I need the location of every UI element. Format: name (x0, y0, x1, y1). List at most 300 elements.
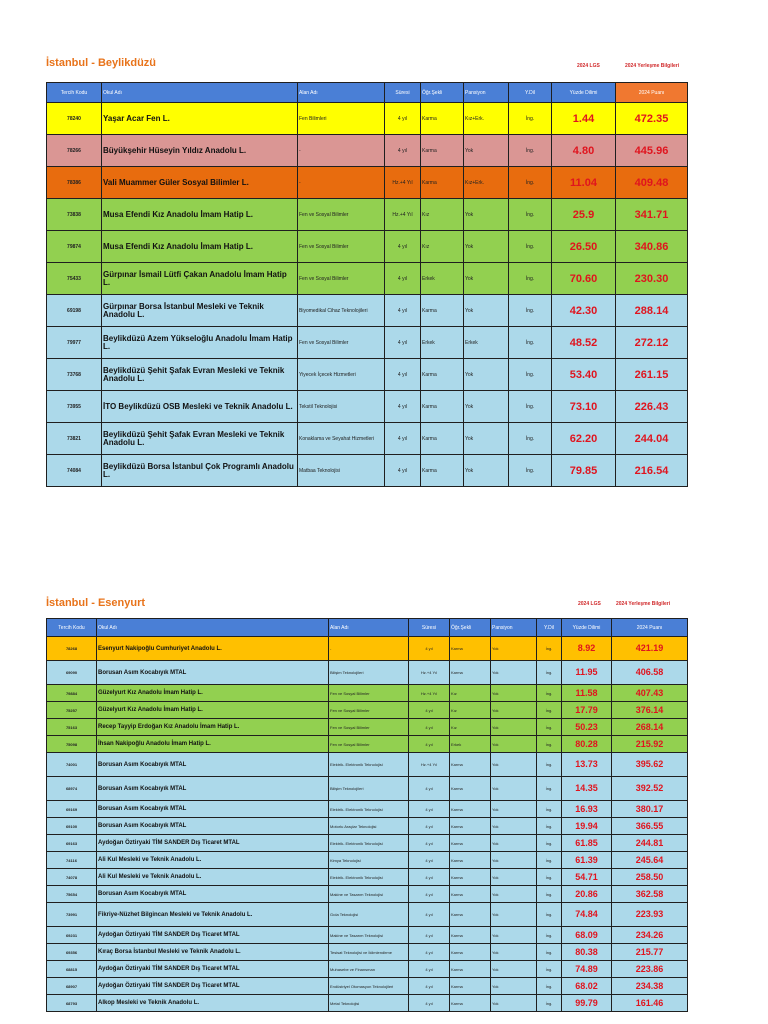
cell-sekil: Karma (450, 978, 491, 995)
section-title: İstanbul - Esenyurt (46, 597, 146, 609)
cell-alan: Elektrik- Elektronik Teknolojisi (329, 801, 409, 818)
cell-pansiyon: Yok (491, 903, 537, 927)
cell-alan: Fen ve Sosyal Bilimler (298, 327, 385, 359)
table-row (47, 995, 688, 1012)
cell-yuzde: 54.71 (562, 869, 612, 886)
cell-puan: 472.35 (616, 103, 688, 135)
cell-sekil: Karma (421, 423, 464, 455)
cell-alan: Fen ve Sosyal Bilimler (298, 263, 385, 295)
cell-okul: Aydoğan Öztiryaki TİM SANDER Dış Ticaret MTAL (97, 927, 329, 944)
table-row (47, 167, 688, 199)
cell-dil: İng. (509, 167, 552, 199)
cell-sure: 4 yıl (409, 719, 450, 736)
cell-yuzde: 11.95 (562, 661, 612, 685)
yerlesme-label: 2024 Yerleşme Bilgileri (625, 63, 680, 69)
cell-alan: Fen ve Sosyal Bilimler (329, 736, 409, 753)
table-row (47, 852, 688, 869)
cell-yuzde: 99.79 (562, 995, 612, 1012)
cell-pansiyon: Yok (464, 263, 509, 295)
header-cell: 2024 Puanı (612, 619, 688, 637)
cell-sure: 4 yıl (385, 135, 421, 167)
cell-pansiyon: Yok (464, 199, 509, 231)
table-row (47, 423, 688, 455)
cell-yuzde: 74.84 (562, 903, 612, 927)
cell-alan: Endüstriyel Otomasyon Teknolojileri (329, 978, 409, 995)
cell-okul: Aydoğan Öztiryaki TİM SANDER Dış Ticaret MTAL (97, 978, 329, 995)
cell-kod: 75433 (47, 263, 102, 295)
cell-sekil: Erkek (421, 263, 464, 295)
cell-pansiyon: Yok (491, 886, 537, 903)
header-cell: Okul Adı (102, 83, 298, 103)
table-row (47, 903, 688, 927)
cell-kod: 75098 (47, 736, 97, 753)
cell-sekil: Kız (450, 685, 491, 702)
cell-kod: 78268 (47, 637, 97, 661)
cell-okul: İhsan Nakipoğlu Anadolu İmam Hatip L. (97, 736, 329, 753)
table-row (47, 818, 688, 835)
cell-puan: 215.77 (612, 944, 688, 961)
cell-kod: 69090 (47, 661, 97, 685)
table-row (47, 736, 688, 753)
cell-kod: 73991 (47, 903, 97, 927)
table-row (47, 978, 688, 995)
cell-dil: İng. (509, 263, 552, 295)
cell-puan: 421.19 (612, 637, 688, 661)
cell-dil: İng. (537, 903, 562, 927)
cell-sure: Hz.+4 Yıl (409, 753, 450, 777)
cell-okul: Beylikdüzü Azem Yükseloğlu Anadolu İmam Hatip L. (102, 327, 298, 359)
cell-pansiyon: Yok (491, 753, 537, 777)
cell-alan: Elektrik- Elektronik Teknolojisi (329, 869, 409, 886)
cell-yuzde: 8.92 (562, 637, 612, 661)
cell-puan: 223.86 (612, 961, 688, 978)
cell-yuzde: 62.20 (552, 423, 616, 455)
cell-puan: 268.14 (612, 719, 688, 736)
cell-dil: İng. (509, 295, 552, 327)
cell-pansiyon: Yok (491, 685, 537, 702)
cell-okul: Gürpınar İsmail Lütfi Çakan Anadolu İmam Hatip L. (102, 263, 298, 295)
cell-kod: 78386 (47, 167, 102, 199)
section-title: İstanbul - Beylikdüzü (46, 57, 157, 69)
table-row (47, 702, 688, 719)
cell-sekil: Karma (450, 835, 491, 852)
cell-sure: 4 yıl (385, 103, 421, 135)
cell-alan: Fen ve Sosyal Bilimler (298, 231, 385, 263)
cell-puan: 234.26 (612, 927, 688, 944)
cell-sekil: Karma (450, 961, 491, 978)
cell-sure: 4 yıl (409, 869, 450, 886)
header-row (47, 619, 688, 637)
cell-pansiyon: Yok (491, 777, 537, 801)
cell-yuzde: 80.38 (562, 944, 612, 961)
cell-alan: Fen ve Sosyal Bilimler (329, 702, 409, 719)
cell-puan: 340.86 (616, 231, 688, 263)
cell-puan: 230.30 (616, 263, 688, 295)
cell-pansiyon: Yok (464, 135, 509, 167)
table-row (47, 869, 688, 886)
header-cell: Tercih Kodu (47, 83, 102, 103)
cell-dil: İng. (537, 886, 562, 903)
cell-alan: Fen ve Sosyal Bilimler (329, 685, 409, 702)
schools-table (46, 82, 688, 487)
cell-okul: Aydoğan Öztiryaki TİM SANDER Dış Ticaret MTAL (97, 835, 329, 852)
cell-yuzde: 17.79 (562, 702, 612, 719)
cell-sure: 4 yıl (409, 736, 450, 753)
cell-sekil: Kız (421, 231, 464, 263)
cell-okul: Recep Tayyip Erdoğan Kız Anadolu İmam Hatip L. (97, 719, 329, 736)
cell-sure: 4 yıl (409, 944, 450, 961)
cell-puan: 362.58 (612, 886, 688, 903)
cell-dil: İng. (537, 961, 562, 978)
cell-kod: 69356 (47, 944, 97, 961)
cell-puan: 261.15 (616, 359, 688, 391)
table-row (47, 231, 688, 263)
cell-dil: İng. (537, 995, 562, 1012)
cell-okul: İTO Beylikdüzü OSB Mesleki ve Teknik Anadolu L. (102, 391, 298, 423)
cell-sekil: Karma (450, 903, 491, 927)
cell-sekil: Karma (450, 801, 491, 818)
cell-sure: 4 yıl (409, 961, 450, 978)
cell-sure: 4 yıl (385, 231, 421, 263)
cell-alan: Biyomedikal Cihaz Teknolojileri (298, 295, 385, 327)
cell-yuzde: 48.52 (552, 327, 616, 359)
cell-puan: 258.50 (612, 869, 688, 886)
cell-dil: İng. (537, 927, 562, 944)
cell-yuzde: 4.80 (552, 135, 616, 167)
cell-sure: 4 yıl (385, 391, 421, 423)
header-cell: Alan Adı (329, 619, 409, 637)
cell-okul: Gürpınar Borsa İstanbul Mesleki ve Teknik Anadolu L. (102, 295, 298, 327)
cell-pansiyon: Yok (464, 455, 509, 487)
cell-sekil: Kız (421, 199, 464, 231)
cell-puan: 376.14 (612, 702, 688, 719)
cell-kod: 68907 (47, 978, 97, 995)
cell-pansiyon: Yok (491, 961, 537, 978)
cell-sure: 4 yıl (409, 978, 450, 995)
cell-puan: 161.46 (612, 995, 688, 1012)
header-cell: Yüzde Dilimi (562, 619, 612, 637)
cell-pansiyon: Yok (464, 231, 509, 263)
cell-kod: 69198 (47, 295, 102, 327)
cell-dil: İng. (509, 423, 552, 455)
cell-yuzde: 68.09 (562, 927, 612, 944)
cell-kod: 75163 (47, 719, 97, 736)
cell-dil: İng. (537, 978, 562, 995)
header-cell: Yüzde Dilimi (552, 83, 616, 103)
cell-kod: 73821 (47, 423, 102, 455)
cell-okul: Borusan Asım Kocabıyık MTAL (97, 753, 329, 777)
cell-kod: 79977 (47, 327, 102, 359)
cell-puan: 234.38 (612, 978, 688, 995)
cell-kod: 74078 (47, 869, 97, 886)
cell-okul: Vali Muammer Güler Sosyal Bilimler L. (102, 167, 298, 199)
cell-yuzde: 79.85 (552, 455, 616, 487)
cell-sekil: Karma (450, 753, 491, 777)
cell-alan: - (329, 637, 409, 661)
cell-sekil: Erkek (450, 736, 491, 753)
cell-okul: Büyükşehir Hüseyin Yıldız Anadolu L. (102, 135, 298, 167)
cell-puan: 392.52 (612, 777, 688, 801)
table-row (47, 135, 688, 167)
cell-pansiyon: Yok (491, 835, 537, 852)
cell-kod: 74084 (47, 455, 102, 487)
cell-pansiyon: Yok (464, 423, 509, 455)
cell-puan: 409.48 (616, 167, 688, 199)
cell-pansiyon: Yok (491, 637, 537, 661)
cell-sure: 4 yıl (409, 903, 450, 927)
table-row (47, 685, 688, 702)
cell-sure: Hz.+4 Yıl (409, 661, 450, 685)
cell-yuzde: 26.50 (552, 231, 616, 263)
cell-okul: Borusan Asım Kocabıyık MTAL (97, 801, 329, 818)
cell-kod: 69163 (47, 835, 97, 852)
cell-alan: Yiyecek İçecek Hizmetleri (298, 359, 385, 391)
cell-sure: 4 yıl (409, 702, 450, 719)
cell-kod: 79884 (47, 685, 97, 702)
header-cell: Y.Dil (509, 83, 552, 103)
cell-puan: 215.92 (612, 736, 688, 753)
table-row (47, 103, 688, 135)
cell-pansiyon: Yok (491, 736, 537, 753)
cell-dil: İng. (509, 199, 552, 231)
cell-dil: İng. (509, 359, 552, 391)
cell-okul: Musa Efendi Kız Anadolu İmam Hatip L. (102, 231, 298, 263)
cell-sure: Hz.+4 Yıl (385, 167, 421, 199)
cell-pansiyon: Erkek (464, 327, 509, 359)
cell-kod: 74001 (47, 753, 97, 777)
cell-okul: Kıraç Borsa İstanbul Mesleki ve Teknik Anadolu L. (97, 944, 329, 961)
header-row (47, 83, 688, 103)
cell-alan: Matbaa Teknolojisi (298, 455, 385, 487)
cell-pansiyon: Yok (464, 391, 509, 423)
cell-dil: İng. (509, 135, 552, 167)
cell-sure: Hz.+4 Yıl (385, 199, 421, 231)
cell-alan: Motorlu Araçlar Teknolojisi (329, 818, 409, 835)
cell-alan: - (298, 167, 385, 199)
cell-dil: İng. (537, 685, 562, 702)
cell-kod: 74116 (47, 852, 97, 869)
cell-puan: 366.55 (612, 818, 688, 835)
cell-dil: İng. (537, 637, 562, 661)
cell-pansiyon: Yok (491, 927, 537, 944)
cell-sure: 4 yıl (385, 263, 421, 295)
header-cell: Süresi (409, 619, 450, 637)
cell-puan: 380.17 (612, 801, 688, 818)
header-cell: Tercih Kodu (47, 619, 97, 637)
cell-pansiyon: Yok (491, 852, 537, 869)
cell-sekil: Karma (450, 777, 491, 801)
header-cell: Öğr.Şekli (421, 83, 464, 103)
cell-sekil: Karma (450, 886, 491, 903)
cell-sekil: Karma (450, 995, 491, 1012)
cell-yuzde: 42.30 (552, 295, 616, 327)
cell-yuzde: 20.86 (562, 886, 612, 903)
cell-pansiyon: Yok (491, 801, 537, 818)
cell-alan: Fen Bilimleri (298, 103, 385, 135)
table-row (47, 719, 688, 736)
cell-sure: 4 yıl (385, 327, 421, 359)
cell-pansiyon: Kız+Erk. (464, 167, 509, 199)
cell-alan: Bilişim Teknolojileri (329, 661, 409, 685)
cell-pansiyon: Yok (491, 661, 537, 685)
cell-puan: 272.12 (616, 327, 688, 359)
table-row (47, 455, 688, 487)
header-cell: 2024 Puanı (616, 83, 688, 103)
cell-alan: Fen ve Sosyal Bilimler (329, 719, 409, 736)
cell-puan: 395.62 (612, 753, 688, 777)
cell-yuzde: 19.94 (562, 818, 612, 835)
cell-sure: 4 yıl (409, 801, 450, 818)
cell-okul: Borusan Asım Kocabıyık MTAL (97, 818, 329, 835)
cell-pansiyon: Yok (491, 719, 537, 736)
cell-puan: 245.64 (612, 852, 688, 869)
header-cell: Öğr.Şekli (450, 619, 491, 637)
cell-yuzde: 13.73 (562, 753, 612, 777)
cell-sekil: Kız (450, 719, 491, 736)
cell-puan: 226.43 (616, 391, 688, 423)
cell-yuzde: 1.44 (552, 103, 616, 135)
cell-sekil: Karma (421, 103, 464, 135)
table-row (47, 753, 688, 777)
cell-puan: 407.43 (612, 685, 688, 702)
header-cell: Süresi (385, 83, 421, 103)
cell-sekil: Karma (421, 167, 464, 199)
cell-alan: Elektrik- Elektronik Teknolojisi (329, 835, 409, 852)
cell-kod: 69231 (47, 927, 97, 944)
header-cell: Y.Dil (537, 619, 562, 637)
cell-kod: 73768 (47, 359, 102, 391)
cell-sure: 4 yıl (409, 927, 450, 944)
header-cell: Okul Adı (97, 619, 329, 637)
cell-okul: Aydoğan Öztiryaki TİM SANDER Dış Ticaret MTAL (97, 961, 329, 978)
lgs-label: 2024 LGS (577, 63, 600, 69)
cell-alan: Elektrik- Elektronik Teknolojisi (329, 753, 409, 777)
cell-kod: 68793 (47, 995, 97, 1012)
header-cell: Pansiyon (464, 83, 509, 103)
table-row (47, 886, 688, 903)
cell-okul: Fikriye-Nüzhet Bilgincan Mesleki ve Teknik Anadolu L. (97, 903, 329, 927)
header-cell: Alan Adı (298, 83, 385, 103)
lgs-label: 2024 LGS (578, 601, 601, 607)
cell-puan: 288.14 (616, 295, 688, 327)
cell-kod: 75654 (47, 886, 97, 903)
cell-kod: 68974 (47, 777, 97, 801)
cell-puan: 406.58 (612, 661, 688, 685)
cell-sure: 4 yıl (385, 423, 421, 455)
cell-okul: Beylikdüzü Borsa İstanbul Çok Programlı Anadolu L. (102, 455, 298, 487)
table-row (47, 199, 688, 231)
cell-pansiyon: Yok (491, 869, 537, 886)
table-row (47, 391, 688, 423)
cell-alan: Muhasebe ve Finansman (329, 961, 409, 978)
cell-okul: Ali Kul Mesleki ve Teknik Anadolu L. (97, 852, 329, 869)
cell-yuzde: 73.10 (552, 391, 616, 423)
cell-pansiyon: Yok (491, 818, 537, 835)
cell-dil: İng. (537, 818, 562, 835)
cell-okul: Yaşar Acar Fen L. (102, 103, 298, 135)
cell-puan: 341.71 (616, 199, 688, 231)
cell-sekil: Karma (450, 869, 491, 886)
cell-okul: Alkop Mesleki ve Teknik Anadolu L. (97, 995, 329, 1012)
cell-kod: 79874 (47, 231, 102, 263)
cell-sekil: Karma (450, 944, 491, 961)
cell-pansiyon: Yok (491, 702, 537, 719)
cell-kod: 73955 (47, 391, 102, 423)
cell-alan: Fen ve Sosyal Bilimler (298, 199, 385, 231)
cell-sure: 4 yıl (409, 995, 450, 1012)
cell-yuzde: 11.58 (562, 685, 612, 702)
cell-okul: Esenyurt Nakipoğlu Cumhuriyet Anadolu L. (97, 637, 329, 661)
cell-dil: İng. (509, 327, 552, 359)
cell-sekil: Karma (450, 637, 491, 661)
cell-sekil: Karma (450, 927, 491, 944)
cell-alan: Bilişim Teknolojileri (329, 777, 409, 801)
cell-alan: Kimya Teknolojisi (329, 852, 409, 869)
cell-yuzde: 80.28 (562, 736, 612, 753)
cell-alan: Makine ve Tasarım Teknolojisi (329, 886, 409, 903)
cell-sekil: Karma (450, 852, 491, 869)
cell-alan: Konaklama ve Seyahat Hizmetleri (298, 423, 385, 455)
cell-dil: İng. (537, 835, 562, 852)
cell-alan: - (298, 135, 385, 167)
cell-dil: İng. (537, 661, 562, 685)
cell-sekil: Karma (421, 135, 464, 167)
cell-sure: 4 yıl (409, 818, 450, 835)
table-row (47, 327, 688, 359)
cell-sure: 4 yıl (385, 295, 421, 327)
cell-dil: İng. (537, 852, 562, 869)
cell-alan: Makine ve Tasarım Teknolojisi (329, 927, 409, 944)
cell-puan: 223.93 (612, 903, 688, 927)
schools-table (46, 618, 688, 1012)
cell-okul: Borusan Asım Kocabıyık MTAL (97, 777, 329, 801)
table-row (47, 835, 688, 852)
table-row (47, 961, 688, 978)
table-row (47, 637, 688, 661)
cell-okul: Ali Kul Mesleki ve Teknik Anadolu L. (97, 869, 329, 886)
cell-okul: Beylikdüzü Şehit Şafak Evran Mesleki ve Teknik Anadolu L. (102, 423, 298, 455)
cell-kod: 73838 (47, 199, 102, 231)
cell-yuzde: 70.60 (552, 263, 616, 295)
cell-yuzde: 61.85 (562, 835, 612, 852)
cell-pansiyon: Yok (491, 944, 537, 961)
cell-sure: 4 yıl (409, 637, 450, 661)
cell-dil: İng. (509, 103, 552, 135)
table-row (47, 927, 688, 944)
cell-sekil: Kız (450, 702, 491, 719)
cell-sure: 4 yıl (409, 886, 450, 903)
cell-pansiyon: Yok (491, 978, 537, 995)
cell-dil: İng. (509, 391, 552, 423)
cell-yuzde: 53.40 (552, 359, 616, 391)
cell-okul: Beylikdüzü Şehit Şafak Evran Mesleki ve Teknik Anadolu L. (102, 359, 298, 391)
cell-sekil: Karma (450, 661, 491, 685)
cell-dil: İng. (537, 736, 562, 753)
cell-okul: Borusan Asım Kocabıyık MTAL (97, 661, 329, 685)
cell-dil: İng. (537, 702, 562, 719)
cell-okul: Güzelyurt Kız Anadolu İmam Hatip L. (97, 685, 329, 702)
cell-sure: 4 yıl (409, 852, 450, 869)
cell-dil: İng. (537, 869, 562, 886)
table-row (47, 661, 688, 685)
cell-kod: 75257 (47, 702, 97, 719)
cell-yuzde: 11.04 (552, 167, 616, 199)
cell-kod: 78266 (47, 135, 102, 167)
cell-kod: 69100 (47, 818, 97, 835)
yerlesme-label: 2024 Yerleşme Bilgileri (616, 601, 671, 607)
cell-dil: İng. (509, 231, 552, 263)
table-row (47, 777, 688, 801)
